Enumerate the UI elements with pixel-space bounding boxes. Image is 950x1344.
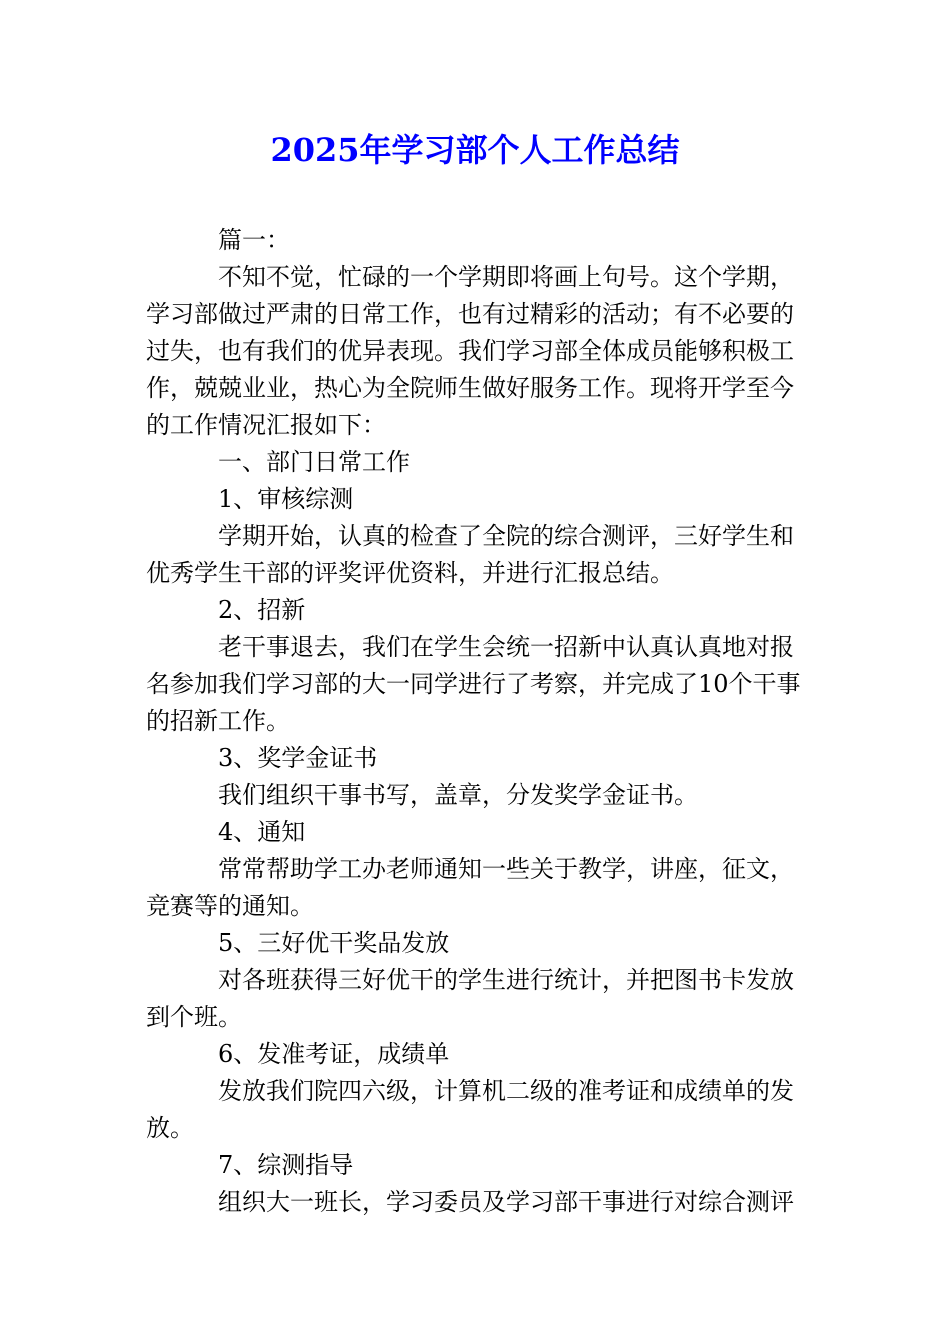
item-paragraph: 学期开始，认真的检查了全院的综合测评，三好学生和优秀学生干部的评奖评优资料，并进行汇报总结。: [146, 522, 794, 587]
section-heading: 一、部门日常工作: [218, 448, 410, 476]
item-paragraph: 常常帮助学工办老师通知一些关于教学，讲座，征文，竞赛等的通知。: [146, 855, 794, 920]
item-heading: 6、发准考证，成绩单: [218, 1040, 450, 1068]
item-heading: 4、通知: [218, 818, 306, 846]
document-title: 2025年学习部个人工作总结: [270, 131, 680, 169]
item-paragraph: 发放我们院四六级，计算机二级的准考证和成绩单的发放。: [146, 1077, 794, 1142]
item-paragraph: 对各班获得三好优干的学生进行统计，并把图书卡发放到个班。: [146, 966, 794, 1031]
item-heading: 5、三好优干奖品发放: [218, 929, 450, 957]
document-body: [146, 222, 806, 1221]
item-paragraph: 我们组织干事书写，盖章，分发奖学金证书。: [218, 781, 698, 809]
section-label: 篇一：: [218, 226, 290, 254]
item-heading: 1、审核综测: [218, 485, 354, 513]
item-paragraph: 老干事退去，我们在学生会统一招新中认真认真地对报名参加我们学习部的大一同学进行了考察，并完成了10个干事的招新工作。: [146, 633, 801, 735]
item-heading: 2、招新: [218, 596, 306, 624]
intro-paragraph: 不知不觉，忙碌的一个学期即将画上句号。这个学期，学习部做过严肃的日常工作，也有过精彩的活动；有不必要的过失，也有我们的优异表现。我们学习部全体成员能够积极工作，兢兢业业，热心为全院师生做好服务工作。现将开学至今的工作情况汇报如下：: [146, 263, 794, 439]
item-heading: 3、奖学金证书: [218, 744, 378, 772]
item-paragraph: 组织大一班长，学习委员及学习部干事进行对综合测评: [218, 1188, 794, 1216]
item-heading: 7、综测指导: [218, 1151, 354, 1179]
